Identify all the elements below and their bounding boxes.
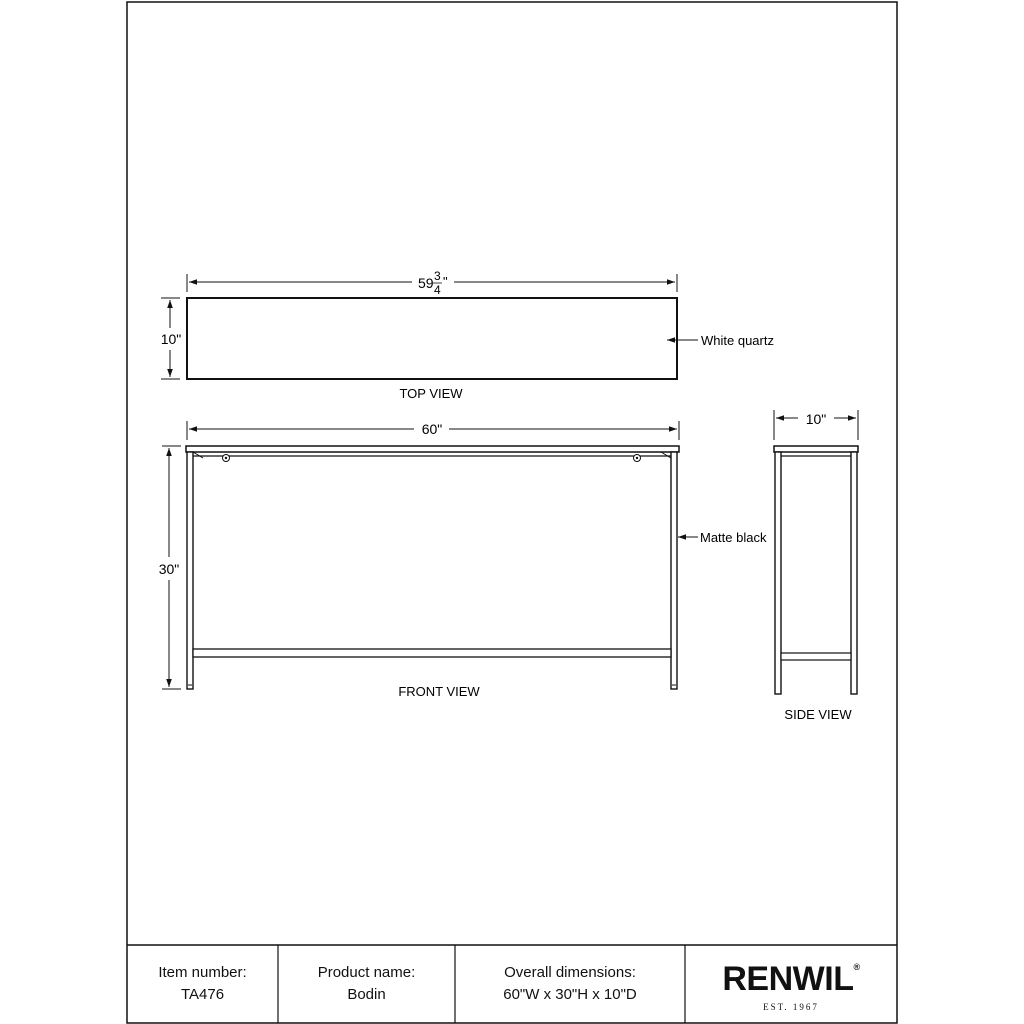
registered-mark: ® <box>853 962 860 972</box>
brand-wordmark <box>685 960 897 999</box>
side-view <box>774 410 858 722</box>
top-view-width-fraction-num: 3 <box>434 269 441 283</box>
front-view-caption: FRONT VIEW <box>398 684 480 699</box>
side-view-back-leg <box>775 452 781 694</box>
overall-dimensions-label: Overall dimensions: <box>504 964 636 981</box>
side-view-lower-shelf <box>781 653 851 660</box>
top-view-width-label: 59 <box>418 275 434 291</box>
top-view-width-inch-mark: " <box>443 274 448 289</box>
front-view-bracket <box>193 452 203 458</box>
material-callout-top: White quartz <box>701 333 774 348</box>
product-name-label: Product name: <box>317 964 416 981</box>
product-name-value: Bodin <box>347 986 386 1003</box>
material-callout-frame: Matte black <box>700 530 767 545</box>
brand-logo <box>685 945 897 1023</box>
item-number-label: Item number: <box>158 964 247 981</box>
side-view-tabletop <box>774 446 858 452</box>
front-view-left-leg <box>187 452 193 689</box>
front-view <box>159 421 767 699</box>
top-view <box>161 269 774 401</box>
overall-dimensions-value: 60"W x 30"H x 10"D <box>503 986 637 1003</box>
top-view-width-fraction-den: 4 <box>434 283 441 297</box>
brand-tagline: EST. 1967 <box>763 1002 819 1012</box>
top-view-depth-label: 10" <box>160 331 182 347</box>
side-view-depth-label: 10" <box>805 411 827 427</box>
front-view-height-label: 30" <box>158 561 180 577</box>
product-name-cell <box>278 945 455 1023</box>
item-number-value: TA476 <box>180 986 225 1003</box>
front-view-lower-shelf <box>193 649 671 657</box>
wall-bracket-icon <box>634 455 641 462</box>
wall-bracket-icon <box>223 455 230 462</box>
front-view-width-label: 60" <box>421 421 443 437</box>
top-view-caption: TOP VIEW <box>399 386 463 401</box>
front-view-bracket <box>661 452 671 458</box>
front-view-right-leg <box>671 452 677 689</box>
side-view-caption: SIDE VIEW <box>784 707 852 722</box>
front-view-tabletop <box>186 446 679 452</box>
overall-dimensions-cell <box>455 945 685 1023</box>
top-view-tabletop <box>187 298 677 379</box>
side-view-front-leg <box>851 452 857 694</box>
brand-name: RENWIL <box>722 960 854 998</box>
item-number-cell <box>127 945 278 1023</box>
